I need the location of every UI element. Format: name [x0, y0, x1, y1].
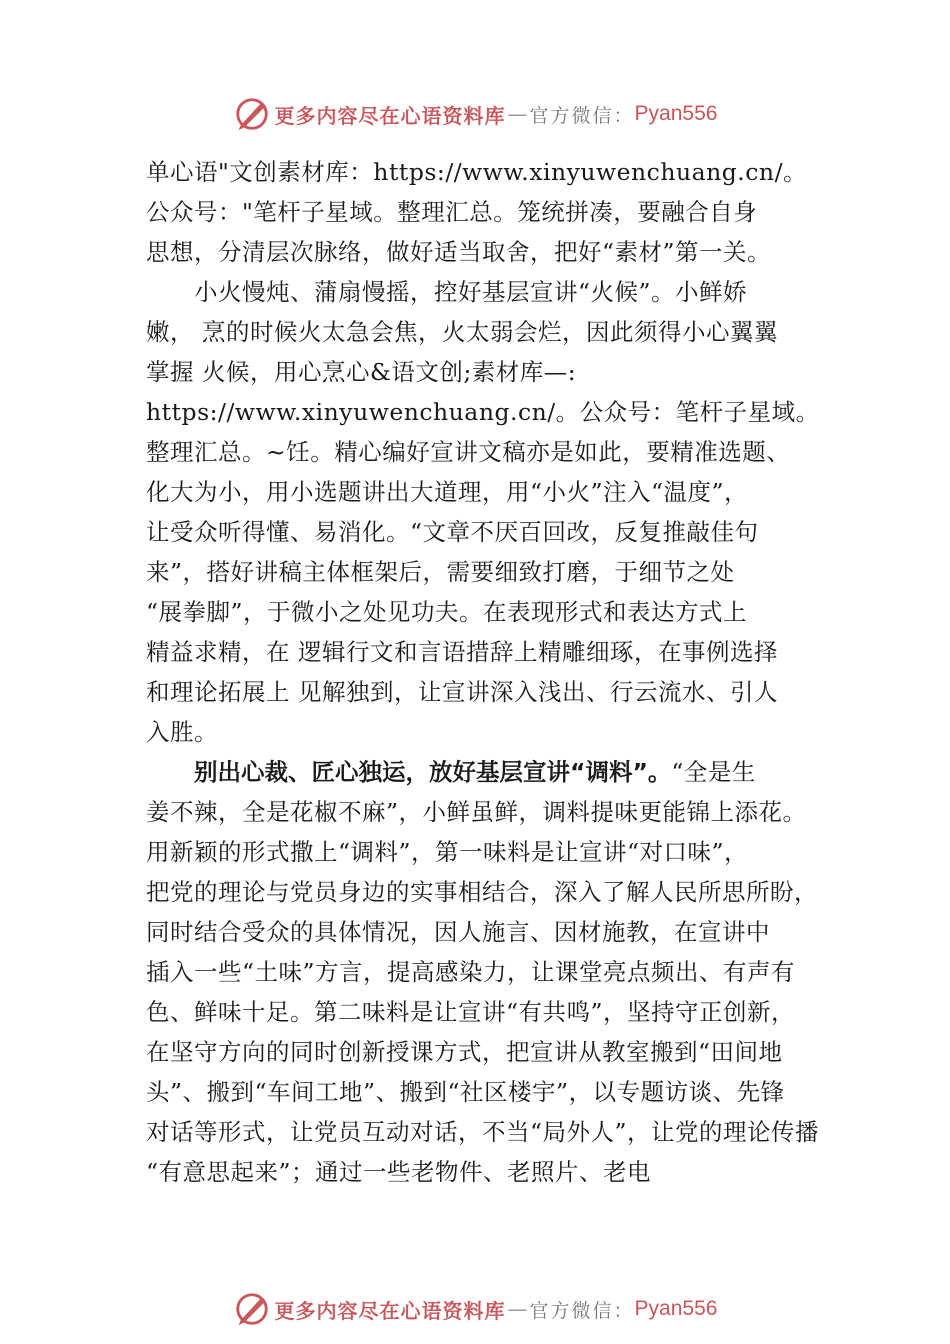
section-heading: 别出心裁、匠心独运，放好基层宣讲“调料”。	[194, 758, 672, 786]
text-line: 用新颖的形式撒上“调料”，第一味料是让宣讲“对口味”，	[146, 838, 749, 866]
brand-logo-icon	[233, 1290, 271, 1328]
banner-brand: 更多内容尽在心语资料库	[274, 1298, 506, 1323]
text-line: 嫩， 烹的时候火太急会焦，火太弱会烂，因此须得小心翼翼	[146, 318, 778, 346]
text-line: 化大为小，用小选题讲出大道理，用“小火”注入“温度”，	[146, 478, 749, 506]
banner-wechat-id: Pyan556	[634, 102, 718, 125]
text-line: 色、鲜味十足。第二味料是让宣讲“有共鸣”，坚持守正创新，	[146, 998, 796, 1026]
text-line: https://www.xinyuwenchuang.cn/。公众号：笔杆子星域。	[146, 398, 820, 426]
banner-brand: 更多内容尽在心语资料库	[274, 103, 506, 128]
document-body	[146, 152, 836, 1192]
brand-logo-icon	[233, 95, 271, 133]
text-line: 整理汇总。~饪。精心编好宣讲文稿亦是如此，要精准选题、	[146, 438, 791, 466]
banner-wechat-id: Pyan556	[634, 1297, 718, 1320]
text-line: 头”、搬到“车间工地”、搬到“社区楼宇”，以专题访谈、先锋	[146, 1078, 785, 1106]
text-line: 掌握 火候，用心烹心&语文创;素材库—:	[146, 358, 577, 386]
text-line: 姜不辣，全是花椒不麻”，小鲜虽鲜，调料提味更能锦上添花。	[146, 798, 807, 826]
text-line: 来”，搭好讲稿主体框架后，需要细致打磨，于细节之处	[146, 558, 735, 586]
text-line: 和理论拓展上 见解独到，让宣讲深入浅出、行云流水、引人	[146, 678, 778, 706]
text-line: 小火慢炖、蒲扇慢摇，控好基层宣讲“火候”。小鲜娇	[194, 278, 748, 306]
footer-banner	[0, 1287, 950, 1331]
text-line: 单心语"文创素材库：https://www.xinyuwenchuang.cn/。	[146, 158, 807, 186]
banner-separator: —	[507, 102, 528, 126]
text-line: 让受众听得懂、易消化。“文章不厌百回改，反复推敲佳句	[146, 518, 759, 546]
text-line: 思想，分清层次脉络，做好适当取舍，把好“素材”第一关。	[146, 238, 772, 266]
text-line: 对话等形式，让党员互动对话，不当“局外人”，让党的理论传播	[146, 1118, 820, 1146]
text-line: 把党的理论与党员身边的实事相结合，深入了解人民所思所盼，	[146, 878, 818, 906]
text-line: 同时结合受众的具体情况，因人施言、因材施教，在宣讲中	[146, 918, 770, 946]
text-line: 入胜。	[146, 718, 218, 746]
text-line: 在坚守方向的同时创新授课方式，把宣讲从教室搬到“田间地	[146, 1038, 783, 1066]
text-line: “有意思起来”；通过一些老物件、老照片、老电	[146, 1158, 652, 1186]
text-line: 公众号："笔杆子星域。整理汇总。笼统拼凑，要融合自身	[146, 198, 758, 226]
section-heading-line	[146, 752, 836, 792]
text-line: “展拳脚”，于微小之处见功夫。在表现形式和表达方式上	[146, 598, 748, 626]
banner-wechat-label: 官方微信：	[529, 1299, 635, 1322]
banner-wechat-label: 官方微信：	[529, 104, 635, 127]
text-line: 精益求精，在 逻辑行文和言语措辞上精雕细琢，在事例选择	[146, 638, 778, 666]
text-line-tail: “全是生	[671, 758, 756, 786]
header-banner	[0, 92, 950, 136]
text-line: 插入一些“土味”方言，提高感染力，让课堂亮点频出、有声有	[146, 958, 796, 986]
banner-separator: —	[507, 1297, 528, 1321]
